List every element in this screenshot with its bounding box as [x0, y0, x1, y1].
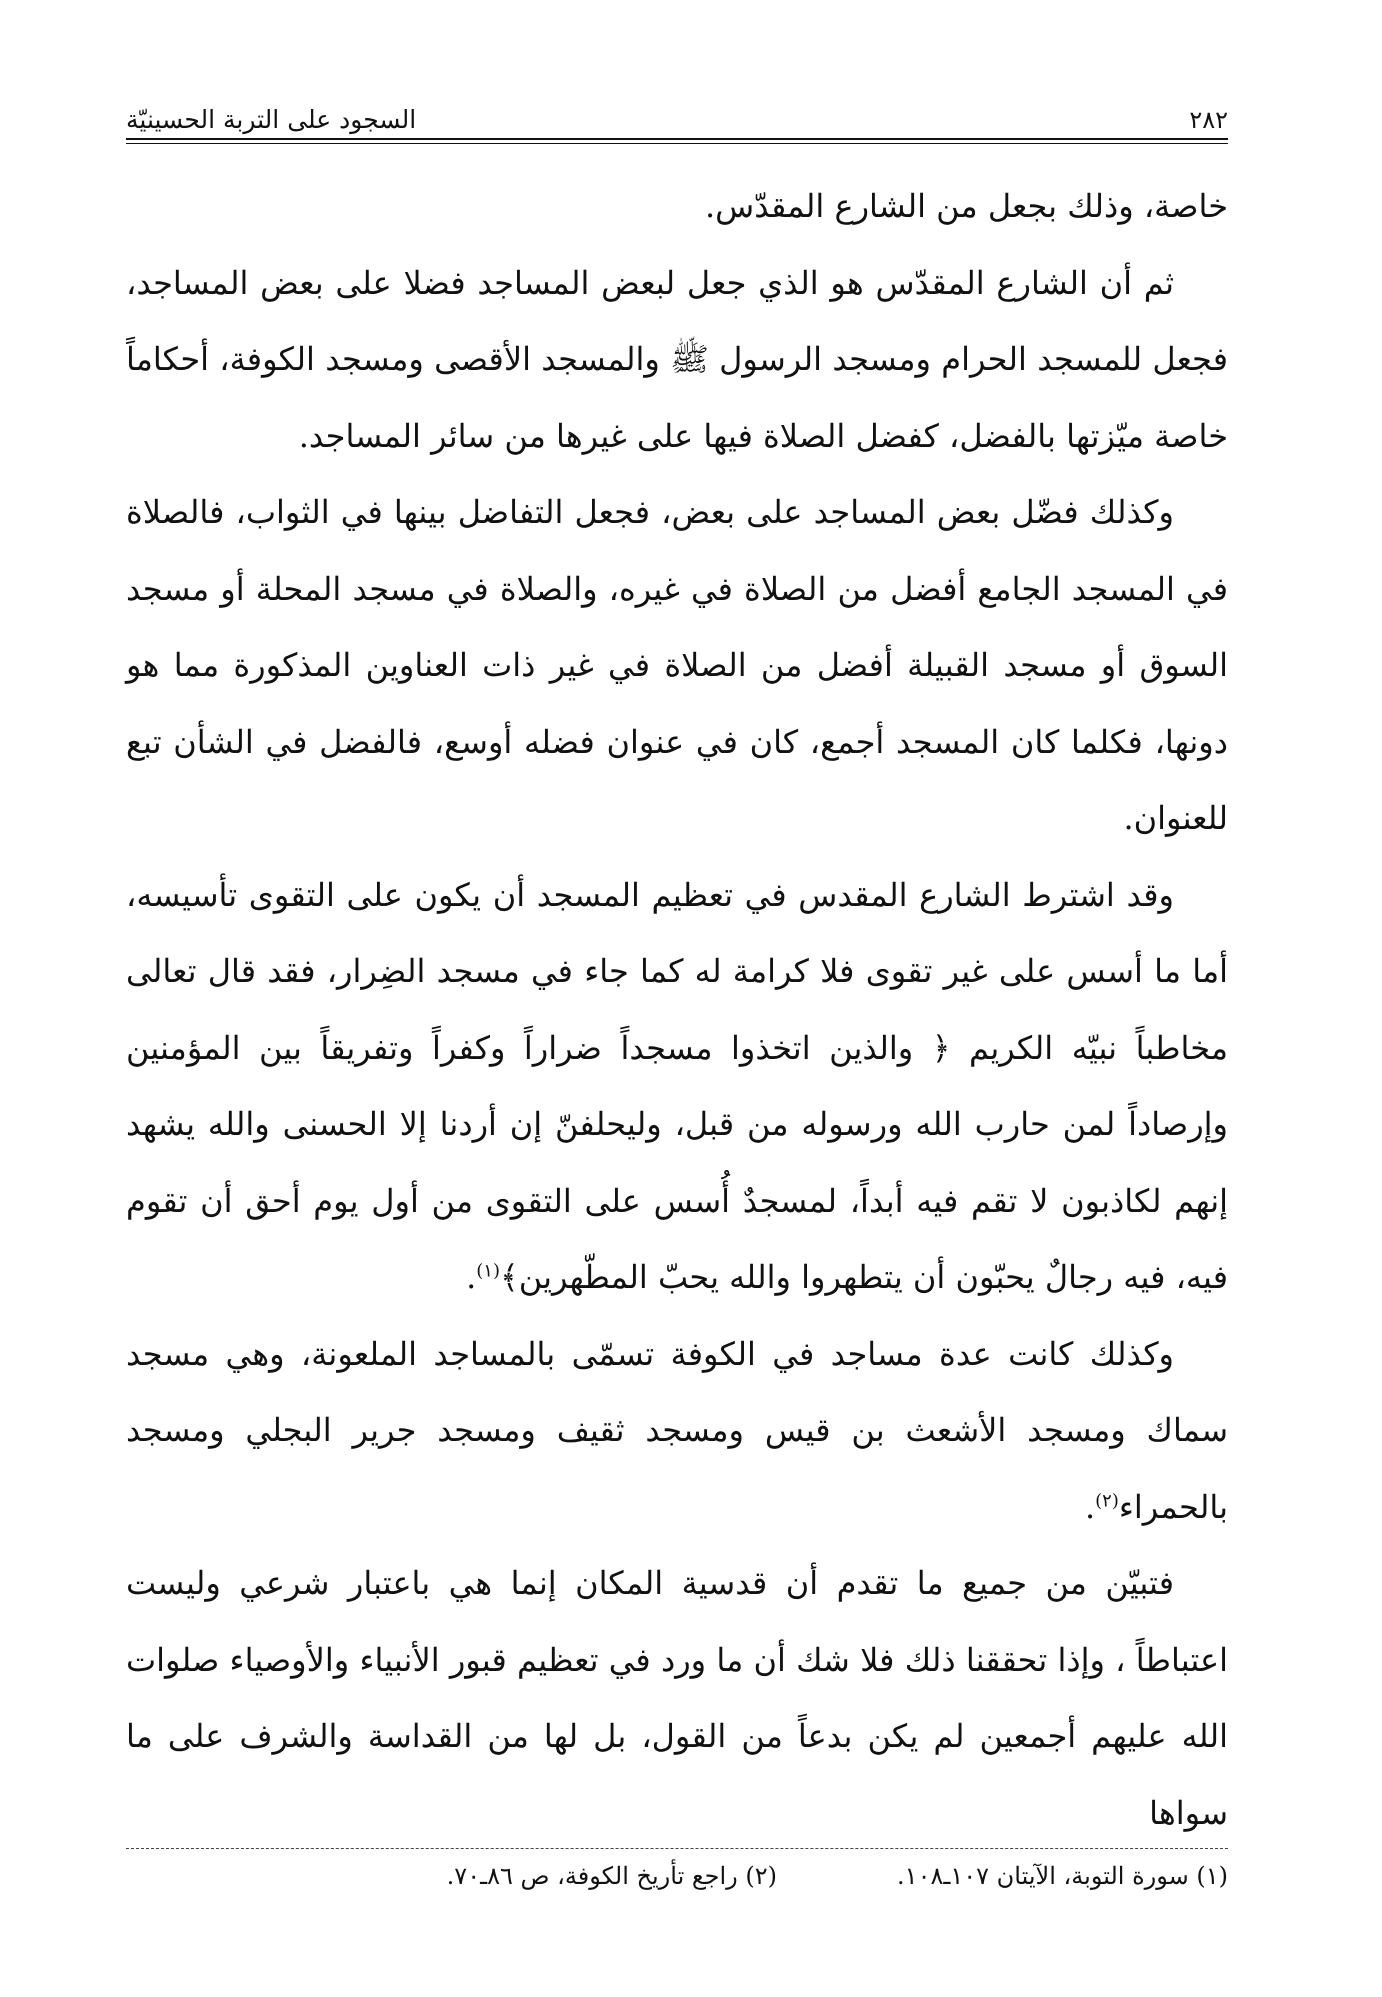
paragraph: وكذلك فضّل بعض المساجد على بعض، فجعل التفاضل بينها في الثواب، فالصلاة في المسجد الجامع أفضل من الصلاة في غيره، والصلاة في مسجد المحلة أو مسجد السوق أو مسجد القبيلة أفضل من الصلاة في غير ذات العناوين المذكورة مما هو دونها، فكلما كان المسجد أجمع، كان في عنوان فضله أوسع، فالفضل في الشأن تبع للعنوان.: [126, 493, 1228, 837]
book-title: السجود على التربة الحسينيّة: [126, 105, 417, 134]
footnote-separator: [126, 1848, 1228, 1849]
footnote-ref[interactable]: (١): [476, 1260, 500, 1282]
page-number: ٢٨٢: [1189, 106, 1228, 134]
paragraph-text: وكذلك كانت عدة مساجد في الكوفة تسمّى بالمساجد الملعونة، وهي مسجد سماك ومسجد الأشعث بن قيس ومسجد ثقيف ومسجد جرير البجلي ومسجد بالحمراء: [126, 1334, 1228, 1526]
running-header: [126, 88, 1228, 134]
paragraph-text: وقد اشترط الشارع المقدس في تعظيم المسجد أن يكون على التقوى تأسيسه، أما ما أسس على غير تقوى فلا كرامة له كما جاء في مسجد الضِرار، فقد قال تعالى مخاطباً نبيّه الكريم ﴿ والذين اتخذوا مسجداً ضراراً وكفراً وتفريقاً بين المؤمنين وإرصاداً لمن حارب الله ورسوله من قبل، وليحلفنّ إن أردنا إلا الحسنى والله يشهد إنهم لكاذبون لا تقم فيه أبداً، لمسجدٌ أُسس على التقوى من أول يوم أحق أن تقوم فيه، فيه رجالٌ يحبّون أن يتطهروا والله يحبّ المطّهرين﴾: [126, 875, 1229, 1296]
paragraph: فتبيّن من جميع ما تقدم أن قدسية المكان إنما هي باعتبار شرعي وليست اعتباطاً ، وإذا تحققنا ذلك فلا شك أن ما ورد في تعظيم قبور الأنبياء والأوصياء صلوات الله عليهم أجمعين لم يكن بدعاً من القول، بل لها من القداسة والشرف على ما سواها: [126, 1564, 1229, 1832]
footnotes: [126, 1862, 1228, 1890]
footnote-ref[interactable]: (٢): [1095, 1489, 1119, 1511]
footnote: (١) سورة التوبة، الآيتان ١٠٧ـ١٠٨.: [897, 1862, 1228, 1890]
main-text: [126, 168, 1228, 1851]
header-rule-thick: [126, 138, 1228, 140]
paragraph: وقد اشترط الشارع المقدس في تعظيم المسجد أن يكون على التقوى تأسيسه، أما ما أسس على غير تقوى فلا كرامة له كما جاء في مسجد الضِرار، فقد قال تعالى مخاطباً نبيّه الكريم ﴿ والذين اتخذوا مسجداً ضراراً وكفراً وتفريقاً بين المؤمنين وإرصاداً لمن حارب الله ورسوله من قبل، وليحلفنّ إن أردنا إلا الحسنى والله يشهد إنهم لكاذبون لا تقم فيه أبداً، لمسجدٌ أُسس على التقوى من أول يوم أحق أن تقوم فيه، فيه رجالٌ يحبّون أن يتطهروا والله يحبّ المطّهرين﴾$^{(١)}$.: [126, 875, 1229, 1296]
paragraph: خاصة، وذلك بجعل من الشارع المقدّس.: [704, 187, 1228, 225]
footnote: (٢) راجع تأريخ الكوفة، ص ٨٦ـ٧٠.: [446, 1862, 778, 1890]
paragraph: وكذلك كانت عدة مساجد في الكوفة تسمّى بالمساجد الملعونة، وهي مسجد سماك ومسجد الأشعث بن قيس ومسجد ثقيف ومسجد جرير البجلي ومسجد بالحمراء$^{(٢)}$.: [126, 1334, 1228, 1526]
header-rule-thin: [126, 143, 1228, 144]
paragraph: ثم أن الشارع المقدّس هو الذي جعل لبعض المساجد فضلا على بعض المساجد، فجعل للمسجد الحرام ومسجد الرسول ﷺ والمسجد الأقصى ومسجد الكوفة، أحكاماً خاصة ميّزتها بالفضل، كفضل الصلاة فيها على غيرها من سائر المساجد.: [126, 263, 1228, 455]
